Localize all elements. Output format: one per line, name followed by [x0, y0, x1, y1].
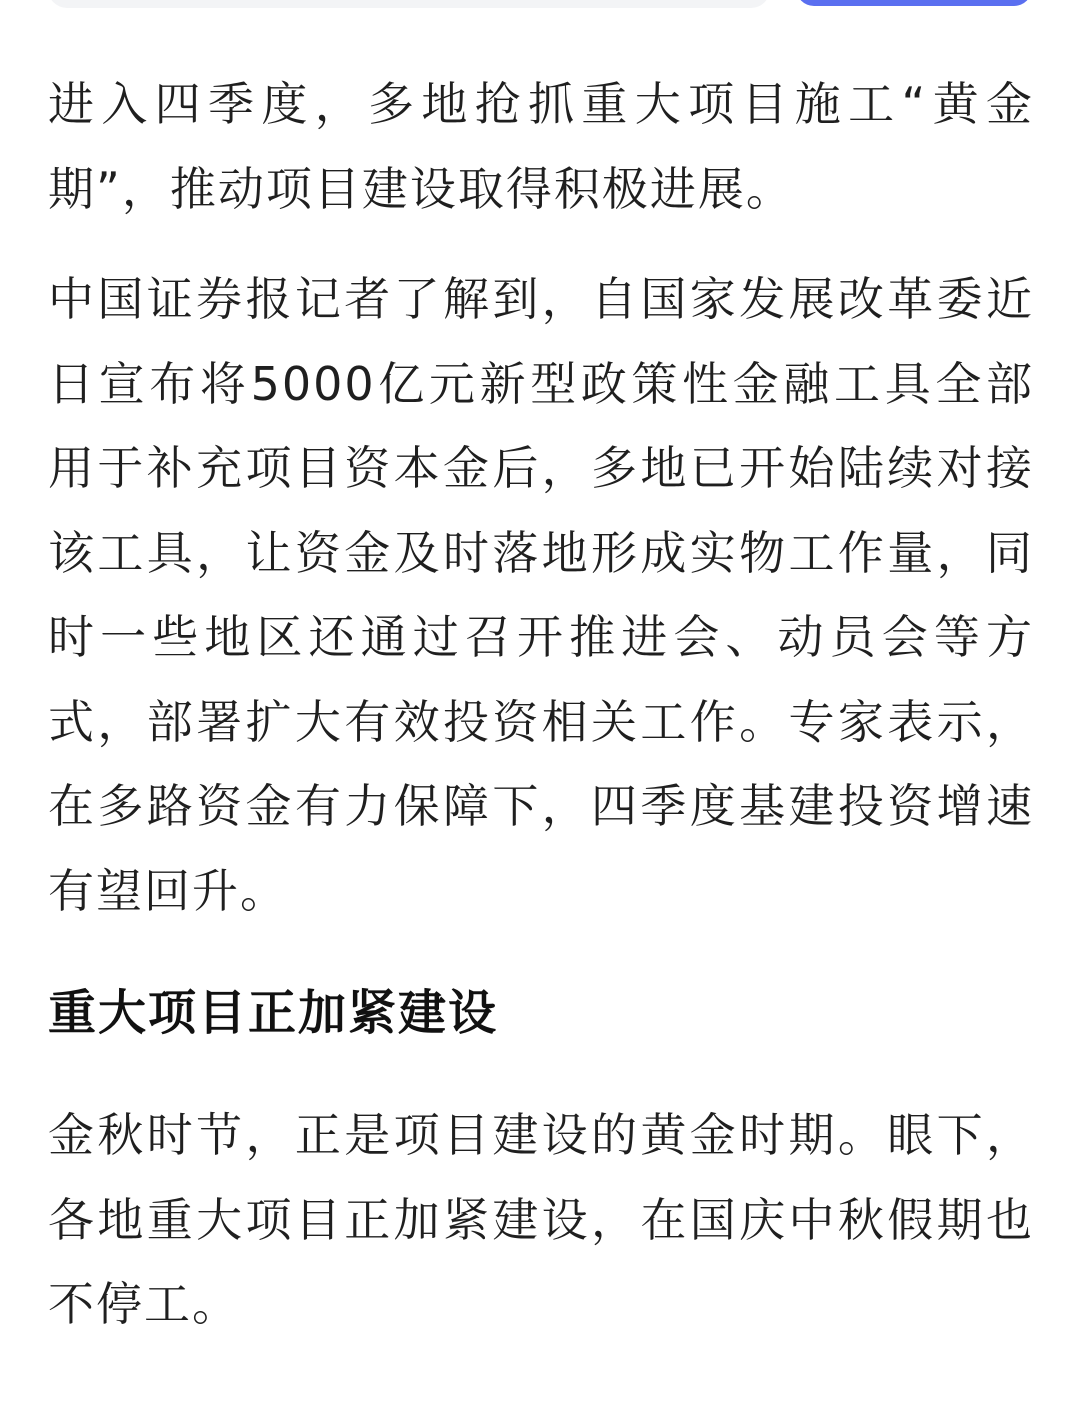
- action-button[interactable]: [796, 0, 1032, 6]
- article-paragraph-main: 中国证券报记者了解到，自国家发展改革委近日宣布将5000亿元新型政策性金融工具全部用于补充项目资本金后，多地已开始陆续对接该工具，让资金及时落地形成实物工作量，同时一些地区还通过召开推进会、动员会等方式，部署扩大有效投资相关工作。专家表示，在多路资金有力保障下，四季度基建投资增速有望回升。: [48, 272, 1034, 918]
- search-input[interactable]: [48, 0, 770, 8]
- article-body: [48, 62, 1034, 1347]
- section-paragraph: 金秋时节，正是项目建设的黄金时期。眼下，各地重大项目正加紧建设，在国庆中秋假期也不停工。: [48, 1108, 1034, 1331]
- article-paragraph-intro: 进入四季度，多地抢抓重大项目施工“黄金期”，推动项目建设取得积极进展。: [48, 77, 1034, 216]
- top-bar: [0, 0, 1080, 10]
- section-heading: 重大项目正加紧建设: [48, 985, 499, 1041]
